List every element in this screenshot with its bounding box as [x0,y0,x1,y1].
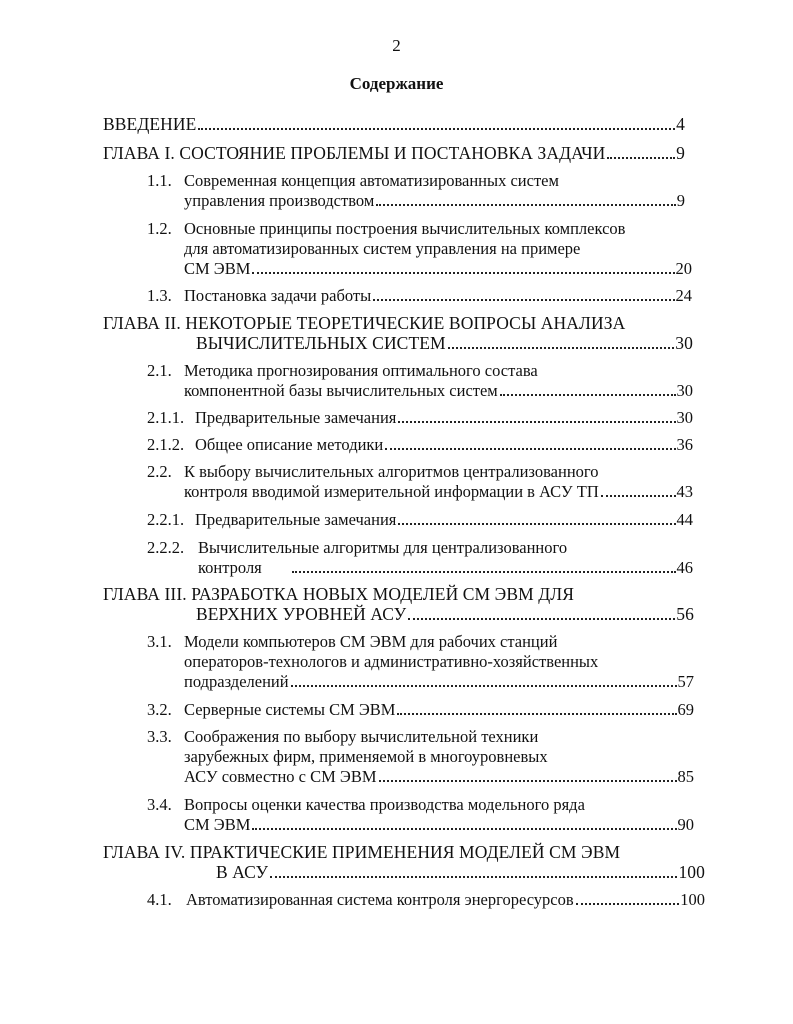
toc-entry-chapter-4[interactable] [103,842,703,862]
dot-leader [576,903,680,905]
entry-number: 2.2.1. [147,510,185,529]
page-number: 2 [392,36,401,55]
entry-page: 4 [676,114,685,134]
entry-page: 43 [676,482,693,501]
entry-number: 2.2.2. [147,538,185,557]
entry-title: Общее описание методики [195,435,384,454]
toc-entry-1-3[interactable] [184,286,692,306]
toc-entry-2-2-1[interactable] [195,510,693,530]
entry-title: ВВЕДЕНИЕ [103,114,197,134]
entry-title-line: ГЛАВА II. НЕКОТОРЫЕ ТЕОРЕТИЧЕСКИЕ ВОПРОСЫ АНАЛИЗА [103,313,626,333]
entry-number: 1.2. [147,219,172,238]
dot-leader [397,713,676,715]
toc-entry-chapter-4-cont[interactable] [216,862,705,882]
entry-title: Предварительные замечания [195,408,397,427]
toc-title: Содержание [349,74,444,93]
entry-page: 44 [676,510,693,529]
entry-page: 57 [677,672,694,691]
entry-title-line: СМ ЭВМ [184,815,251,834]
dot-leader [198,128,675,130]
entry-page: 20 [675,259,692,278]
dot-leader [385,448,675,450]
dot-leader [292,571,676,573]
dot-leader [601,495,676,497]
toc-entry-3-2[interactable] [184,700,694,720]
entry-title-line: Современная концепция автоматизированных систем [184,171,559,190]
entry-page: 90 [677,815,694,834]
entry-number: 3.3. [147,727,172,746]
dot-leader [607,157,675,159]
entry-page: 30 [676,381,693,400]
entry-page: 69 [677,700,694,719]
entry-title-line: АСУ совместно с СМ ЭВМ [184,767,377,786]
entry-page: 100 [678,862,705,882]
entry-page: 56 [676,604,694,624]
dot-leader [270,876,677,878]
toc-entry-chapter-2-cont[interactable] [196,333,693,353]
toc-entry-2-2-2[interactable] [198,538,693,578]
toc-entry-2-1-2[interactable] [195,435,693,455]
toc-entry-3-4[interactable] [184,795,694,835]
entry-number: 2.1.2. [147,435,185,454]
toc-entry-introduction[interactable] [103,114,685,134]
dot-leader [252,272,674,274]
entry-number: 1.3. [147,286,172,305]
entry-number: 3.2. [147,700,172,719]
entry-number: 2.1.1. [147,408,185,427]
toc-entry-chapter-3[interactable] [103,584,703,604]
entry-title-line: Соображения по выбору вычислительной техники [184,727,539,746]
dot-leader [291,685,677,687]
entry-number: 4.1. [147,890,172,909]
entry-title: Постановка задачи работы [184,286,372,305]
entry-page: 100 [680,890,705,909]
entry-title-line: В АСУ [216,862,269,882]
dot-leader [373,299,674,301]
dot-leader [448,347,675,349]
entry-title-line: Вычислительные алгоритмы для централизованного [198,538,568,557]
entry-number: 2.2. [147,462,172,481]
entry-number: 2.1. [147,361,172,380]
entry-title: ГЛАВА I. СОСТОЯНИЕ ПРОБЛЕМЫ И ПОСТАНОВКА ЗАДАЧИ [103,143,606,163]
entry-title-line: СМ ЭВМ [184,259,251,278]
entry-title-line: контроля вводимой измерительной информации в АСУ ТП [184,482,599,501]
dot-leader [398,523,675,525]
dot-leader [379,780,677,782]
toc-entry-3-3[interactable] [184,727,694,787]
entry-page: 9 [676,143,685,163]
entry-title: Серверные системы СМ ЭВМ [184,700,396,719]
entry-title-line: Вопросы оценки качества производства модельного ряда [184,795,585,814]
entry-number: 3.4. [147,795,172,814]
entry-page: 24 [675,286,692,305]
entry-title: Предварительные замечания [195,510,397,529]
toc-entry-chapter-2[interactable] [103,313,703,333]
entry-page: 85 [677,767,694,786]
entry-title-line: ГЛАВА IV. ПРАКТИЧЕСКИЕ ПРИМЕНЕНИЯ МОДЕЛЕЙ СМ ЭВМ [103,842,621,862]
entry-title-line: подразделений [184,672,289,691]
toc-entry-2-1-1[interactable] [195,408,693,428]
toc-entry-chapter-3-cont[interactable] [196,604,694,624]
toc-entry-1-2[interactable] [184,219,692,279]
entry-title-line: управления производством [184,191,375,210]
entry-number: 3.1. [147,632,172,651]
entry-page: 9 [676,191,685,210]
dot-leader [398,421,675,423]
entry-page: 30 [675,333,693,353]
entry-title-line: зарубежных фирм, применяемой в многоуровневых [184,747,548,766]
entry-title-line: операторов-технологов и административно-хозяйственных [184,652,599,671]
entry-title-line: ВЕРХНИХ УРОВНЕЙ АСУ [196,604,407,624]
toc-entry-chapter-1[interactable] [103,143,685,163]
entry-title-line: Модели компьютеров СМ ЭВМ для рабочих станций [184,632,558,651]
toc-entry-3-1[interactable] [184,632,694,692]
entry-title-line: ВЫЧИСЛИТЕЛЬНЫХ СИСТЕМ [196,333,446,353]
entry-page: 46 [676,558,693,577]
toc-entry-2-2[interactable] [184,462,693,502]
entry-number: 1.1. [147,171,172,190]
entry-page: 36 [676,435,693,454]
dot-leader [408,618,675,620]
entry-title-line: Основные принципы построения вычислительных комплексов [184,219,626,238]
dot-leader [252,828,676,830]
entry-title-line: компонентной базы вычислительных систем [184,381,498,400]
toc-entry-4-1[interactable] [186,890,705,910]
toc-entry-1-1[interactable] [184,171,685,211]
entry-title-line: контроля [198,558,262,577]
entry-title: Автоматизированная система контроля энергоресурсов [186,890,574,909]
entry-title-line: Методика прогнозирования оптимального состава [184,361,538,380]
dot-leader [376,204,675,206]
dot-leader [500,394,676,396]
entry-title-line: ГЛАВА III. РАЗРАБОТКА НОВЫХ МОДЕЛЕЙ СМ ЭВМ ДЛЯ [103,584,575,604]
entry-page: 30 [676,408,693,427]
entry-title-line: К выбору вычислительных алгоритмов централизованного [184,462,599,481]
entry-title-line: для автоматизированных систем управления на примере [184,239,581,258]
toc-entry-2-1[interactable] [184,361,693,401]
